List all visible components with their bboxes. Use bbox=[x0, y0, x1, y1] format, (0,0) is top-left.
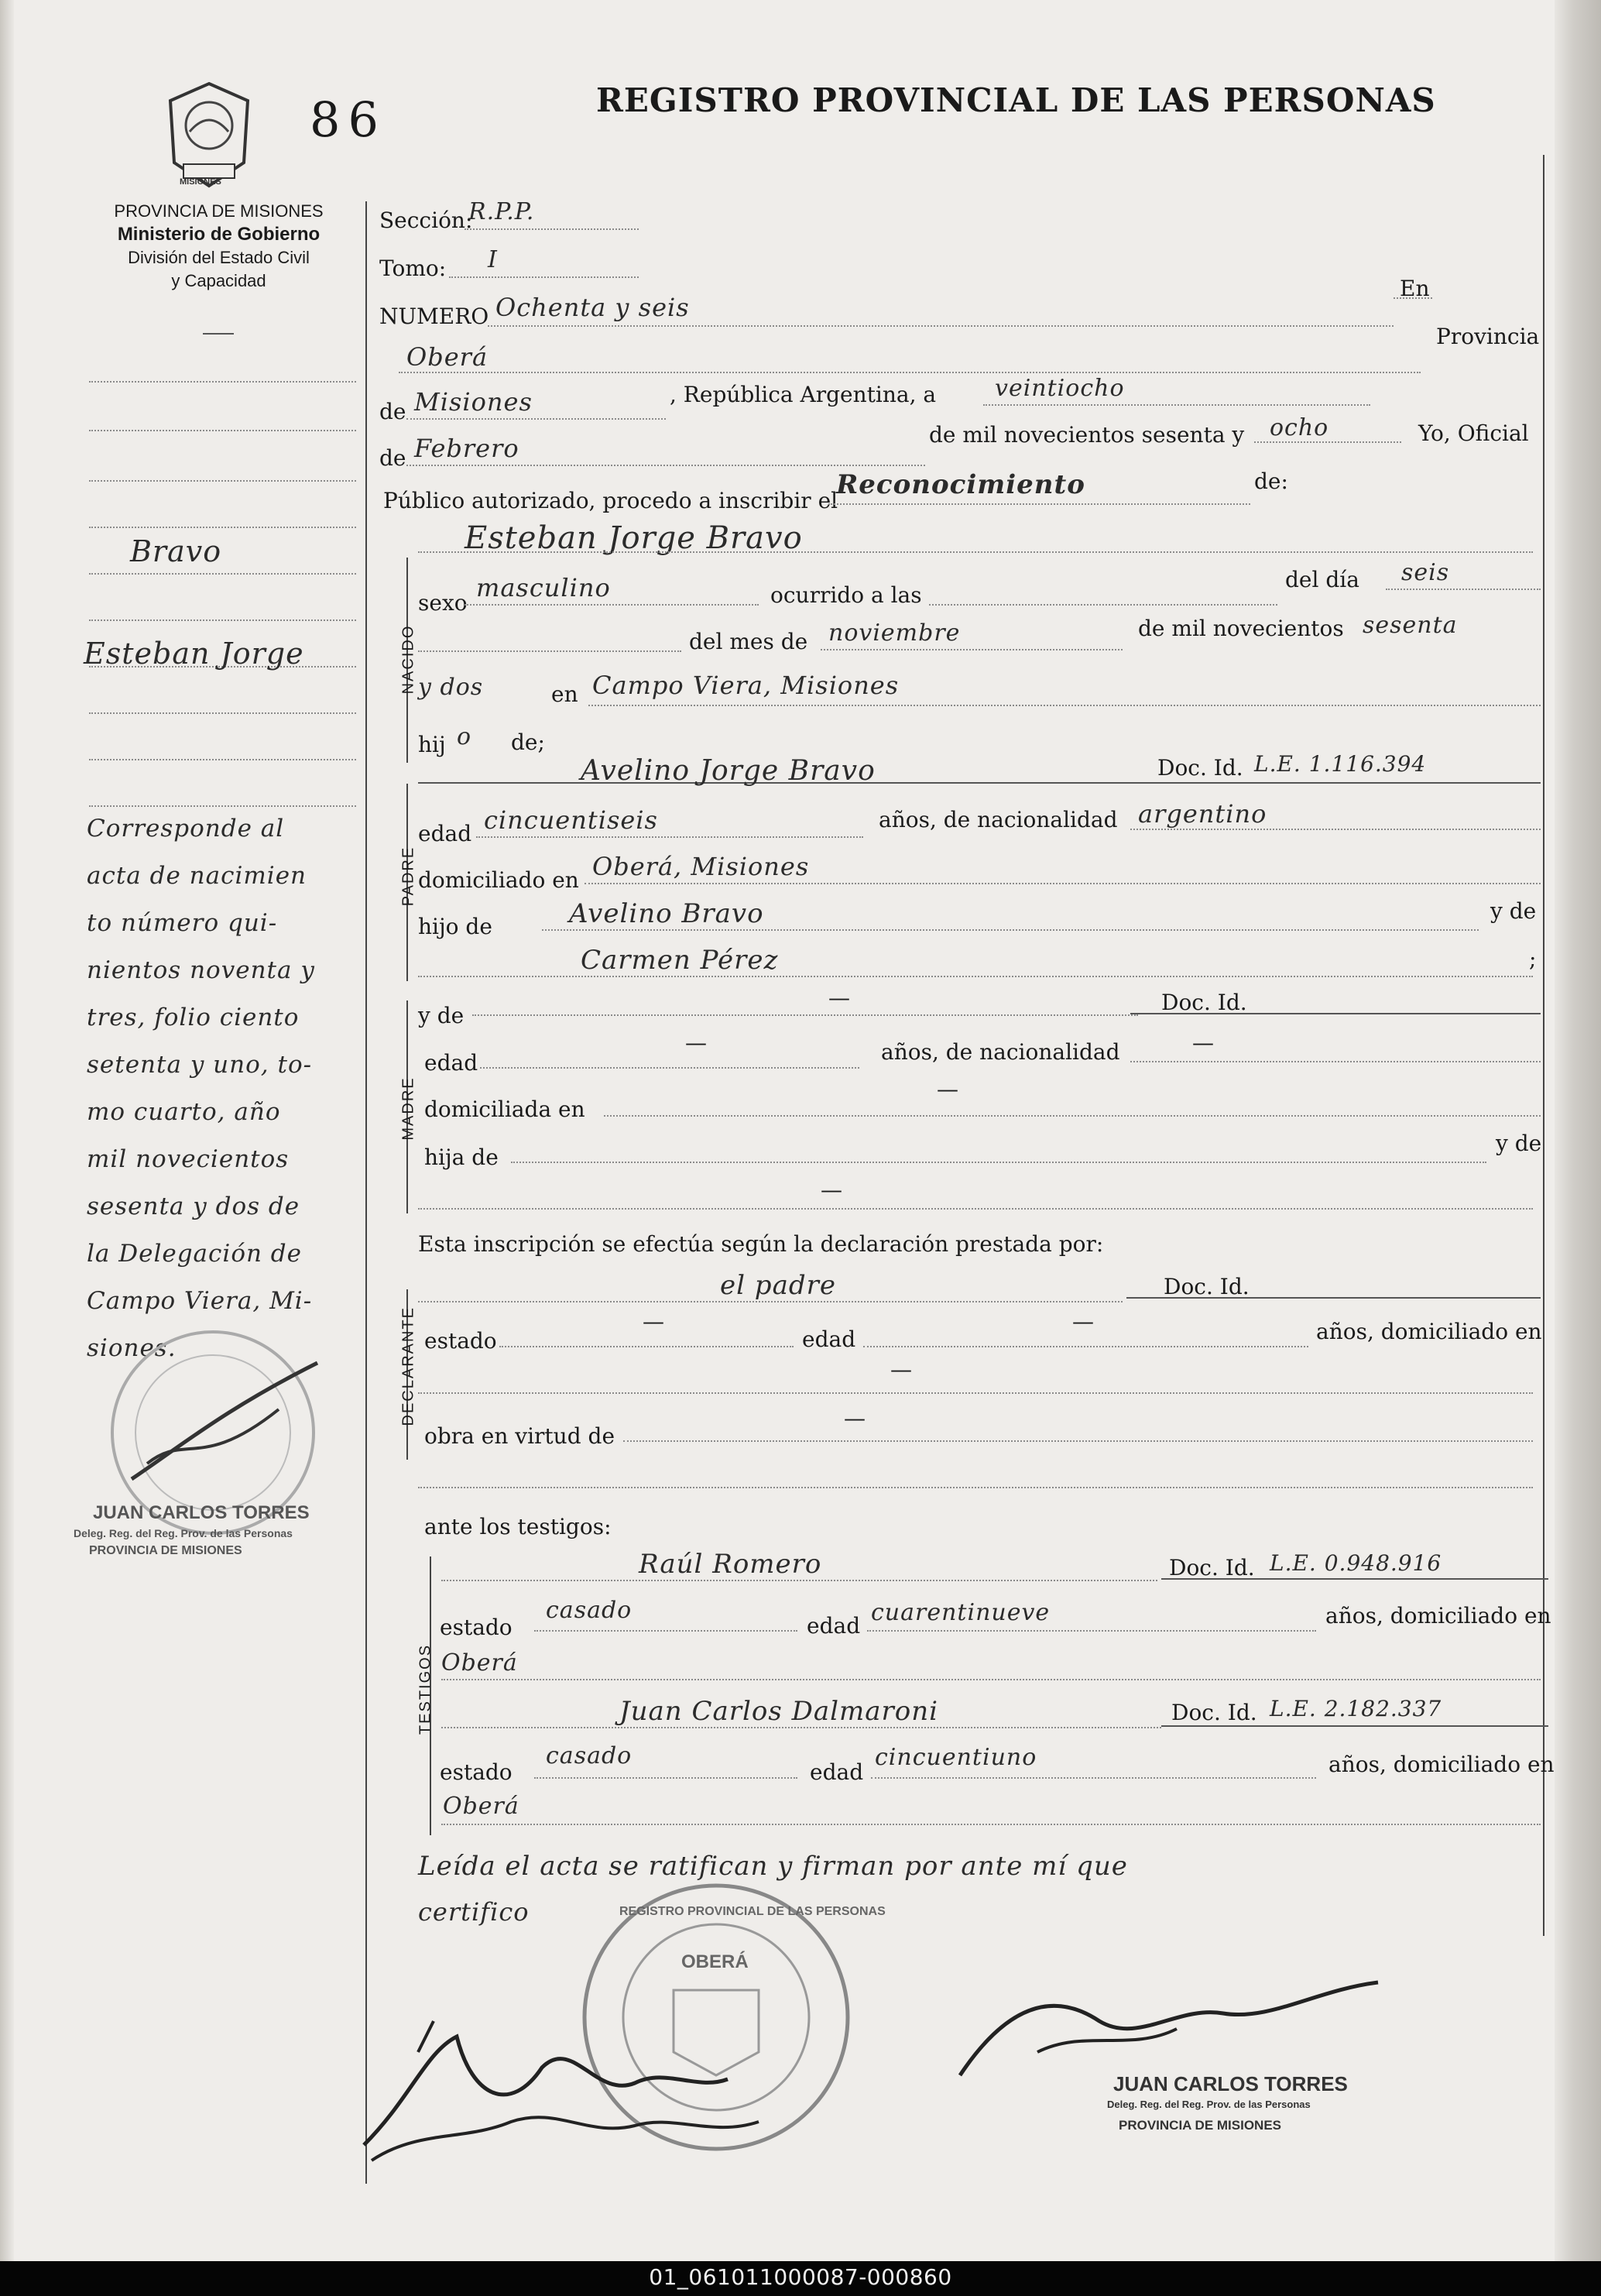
declaracion-label: Esta inscripción se efectúa según la declaración prestada por: bbox=[418, 1231, 1104, 1257]
padre-nacionalidad-label: años, de nacionalidad bbox=[879, 807, 1118, 832]
issuer-ministry: Ministerio de Gobierno bbox=[117, 224, 321, 245]
madre-edad-label: edad bbox=[424, 1050, 478, 1076]
margin-rule bbox=[89, 619, 356, 621]
field-rule bbox=[418, 1301, 1123, 1302]
field-rule bbox=[534, 1630, 797, 1632]
margin-stamp-name: JUAN CARLOS TORRES bbox=[93, 1502, 310, 1523]
declarante-edad-label: edad bbox=[802, 1326, 856, 1352]
republica-label: , República Argentina, a bbox=[670, 382, 937, 407]
hijo-de-label: de; bbox=[511, 729, 545, 755]
annotation-line: to número qui- bbox=[87, 909, 278, 937]
place-value: Oberá bbox=[406, 342, 489, 372]
annotation-line: mo cuarto, año bbox=[87, 1098, 281, 1126]
testigo2-estado-value: casado bbox=[546, 1742, 633, 1769]
madre-y-de-label: y de bbox=[418, 1003, 465, 1028]
field-rule bbox=[418, 551, 1533, 553]
hijo-label: hij bbox=[418, 732, 446, 757]
madre-nombre-dash: — bbox=[828, 985, 850, 1011]
de-label: de bbox=[379, 399, 406, 424]
year-value: ocho bbox=[1270, 414, 1329, 441]
testigo2-edad-label: edad bbox=[810, 1759, 864, 1785]
padre-padre-value: Avelino Bravo bbox=[569, 898, 764, 929]
section-divider bbox=[1161, 1578, 1548, 1580]
header-underline bbox=[203, 333, 234, 335]
hijo-suffix: o bbox=[457, 723, 472, 750]
field-rule bbox=[406, 418, 666, 420]
sexo-value: masculino bbox=[476, 573, 611, 602]
madre-domicilio-dash: — bbox=[937, 1076, 958, 1102]
field-rule bbox=[441, 1580, 1157, 1581]
testigo1-edad-label: edad bbox=[807, 1613, 861, 1639]
obra-label: obra en virtud de bbox=[424, 1423, 615, 1449]
seccion-label: Sección: bbox=[379, 208, 473, 233]
madre-domicilio-label: domiciliada en bbox=[424, 1097, 585, 1122]
annotation-line: sesenta y dos de bbox=[87, 1193, 300, 1220]
field-rule bbox=[465, 604, 759, 606]
field-rule bbox=[472, 1014, 1138, 1016]
madre-hija-de-label: hija de bbox=[424, 1145, 499, 1170]
margin-round-stamp bbox=[85, 1316, 348, 1611]
testigo1-nombre: Raúl Romero bbox=[639, 1549, 822, 1580]
field-rule bbox=[399, 372, 1421, 373]
margin-rule bbox=[89, 527, 356, 528]
lugar-value: Campo Viera, Misiones bbox=[592, 671, 900, 700]
margin-rule bbox=[89, 759, 356, 760]
testigo2-nombre: Juan Carlos Dalmaroni bbox=[619, 1696, 939, 1727]
field-rule bbox=[604, 1115, 1541, 1117]
padre-nombre: Avelino Jorge Bravo bbox=[581, 755, 876, 787]
declarante-value: el padre bbox=[720, 1270, 836, 1301]
madre-edad-dash: — bbox=[685, 1030, 707, 1055]
field-rule bbox=[585, 883, 1541, 884]
field-rule bbox=[511, 1162, 1486, 1163]
testigos-side-label: TESTIGOS bbox=[417, 1643, 434, 1735]
annotation-line: nientos noventa y bbox=[87, 956, 315, 984]
testigo2-anios-label: años, domiciliado en bbox=[1328, 1752, 1555, 1777]
field-rule bbox=[863, 1346, 1308, 1347]
field-rule bbox=[623, 1440, 1533, 1442]
de-colon-label: de: bbox=[1254, 468, 1288, 494]
margin-rule bbox=[89, 712, 356, 714]
yo-oficial-label: Yo, Oficial bbox=[1418, 420, 1529, 446]
madre-nacionalidad-dash: — bbox=[1192, 1030, 1214, 1055]
round-stamp-center-text: OBERÁ bbox=[681, 1951, 749, 1972]
mil-novecientos-label: de mil novecientos bbox=[1138, 616, 1344, 641]
field-rule bbox=[828, 503, 1250, 505]
annotation-line: siones. bbox=[87, 1334, 177, 1362]
margin-surname: Bravo bbox=[130, 534, 222, 568]
nacido-side-label: NACIDO bbox=[399, 624, 417, 695]
numero-value: Ochenta y seis bbox=[495, 293, 690, 322]
padre-edad-value: cincuentiseis bbox=[484, 805, 658, 835]
annotation-line: mil novecientos bbox=[87, 1145, 290, 1173]
mil-label: de mil novecientos sesenta y bbox=[929, 422, 1245, 448]
padre-nacionalidad-value: argentino bbox=[1138, 799, 1267, 829]
field-rule bbox=[449, 276, 639, 278]
padre-side-label: PADRE bbox=[399, 846, 417, 907]
officer-stamp-sub1: Deleg. Reg. del Reg. Prov. de las Personas bbox=[1107, 2099, 1311, 2110]
binding-edge bbox=[0, 0, 14, 2261]
month-value: Febrero bbox=[414, 434, 519, 463]
madre-side-label: MADRE bbox=[399, 1076, 417, 1141]
field-rule bbox=[534, 1777, 797, 1779]
padre-hijo-de-label: hijo de bbox=[418, 914, 492, 939]
field-rule bbox=[871, 1777, 1316, 1779]
madre-abuela-dash: — bbox=[821, 1177, 842, 1203]
de-month-label: de bbox=[379, 445, 406, 471]
section-divider bbox=[1161, 1725, 1548, 1727]
annotation-line: tres, folio ciento bbox=[87, 1004, 300, 1031]
seccion-value: R.P.P. bbox=[468, 198, 535, 225]
issuer-capacity: y Capacidad bbox=[171, 271, 266, 290]
publico-label: Público autorizado, procedo a inscribir el bbox=[383, 488, 838, 513]
tomo-value: I bbox=[488, 246, 498, 273]
field-rule bbox=[465, 228, 639, 230]
del-dia-label: del día bbox=[1285, 567, 1359, 592]
madre-y-de2-label: y de bbox=[1496, 1131, 1542, 1156]
en-lugar-label: en bbox=[551, 681, 578, 707]
field-rule bbox=[499, 1346, 794, 1347]
round-stamp-top-text: REGISTRO PROVINCIAL DE LAS PERSONAS bbox=[619, 1905, 886, 1918]
mes-value: noviembre bbox=[828, 619, 961, 647]
field-rule bbox=[418, 1392, 1533, 1394]
madre-doc-label: Doc. Id. bbox=[1161, 990, 1247, 1015]
annotation-line: la Delegación de bbox=[87, 1240, 302, 1268]
declarante-estado-label: estado bbox=[424, 1328, 497, 1354]
field-rule bbox=[867, 1630, 1316, 1632]
obra-dash: — bbox=[844, 1405, 866, 1431]
issuer-division: División del Estado Civil bbox=[128, 248, 310, 267]
field-rule bbox=[821, 649, 1123, 650]
field-rule bbox=[418, 1487, 1533, 1488]
annotation-line: Campo Viera, Mi- bbox=[87, 1287, 313, 1315]
section-divider bbox=[1126, 1297, 1541, 1299]
declarante-doc-label: Doc. Id. bbox=[1164, 1274, 1250, 1299]
margin-annotation bbox=[87, 815, 373, 1381]
tomo-label: Tomo: bbox=[379, 256, 447, 281]
testigo2-doc-value: L.E. 2.182.337 bbox=[1270, 1696, 1442, 1721]
margin-rule bbox=[89, 381, 356, 383]
padre-doc-label: Doc. Id. bbox=[1157, 755, 1243, 781]
officer-stamp-name: JUAN CARLOS TORRES bbox=[1113, 2072, 1348, 2095]
field-rule bbox=[1394, 297, 1432, 299]
annotation-line: setenta y uno, to- bbox=[87, 1051, 313, 1079]
testigo2-doc-label: Doc. Id. bbox=[1171, 1700, 1257, 1725]
document-id: 01_061011000087-000860 bbox=[649, 2264, 952, 2290]
declarante-domicilio-dash: — bbox=[890, 1357, 912, 1382]
testigos-label: ante los testigos: bbox=[424, 1514, 612, 1539]
dia-value: seis bbox=[1401, 559, 1450, 586]
field-rule bbox=[418, 650, 681, 652]
field-rule bbox=[418, 976, 1533, 977]
officer-stamp-sub2: PROVINCIA DE MISIONES bbox=[1119, 2118, 1282, 2133]
right-border bbox=[1543, 155, 1544, 1936]
testigo1-anios-label: años, domiciliado en bbox=[1325, 1603, 1551, 1628]
testigo1-doc-label: Doc. Id. bbox=[1169, 1555, 1255, 1580]
mes-label: del mes de bbox=[689, 629, 808, 654]
en-label: En bbox=[1400, 276, 1430, 301]
anio-value-cont: y dos bbox=[418, 674, 484, 701]
field-rule bbox=[441, 1824, 1541, 1825]
margin-rule bbox=[89, 430, 356, 431]
field-rule bbox=[406, 465, 925, 466]
margin-stamp-sub2: PROVINCIA DE MISIONES bbox=[89, 1544, 242, 1557]
testigo1-doc-value: L.E. 0.948.916 bbox=[1270, 1550, 1442, 1576]
folio-number: 86 bbox=[310, 91, 386, 148]
day-value: veintiocho bbox=[995, 375, 1125, 402]
acto-value: Reconocimiento bbox=[836, 469, 1085, 500]
margin-stamp-sub1: Deleg. Reg. del Reg. Prov. de las Personas bbox=[74, 1527, 293, 1539]
registered-person: Esteban Jorge Bravo bbox=[465, 520, 803, 556]
testigo1-estado-value: casado bbox=[546, 1597, 633, 1624]
annotation-line: Corresponde al bbox=[87, 815, 285, 843]
padre-semicolon: ; bbox=[1529, 946, 1537, 972]
numero-label: NUMERO bbox=[379, 304, 489, 329]
section-divider bbox=[1130, 1013, 1541, 1014]
seal-label: MISIONES bbox=[180, 177, 221, 187]
field-rule bbox=[542, 929, 1479, 931]
sexo-label: sexo bbox=[418, 590, 468, 616]
testigo2-domicilio: Oberá bbox=[443, 1793, 519, 1820]
issuer-block bbox=[81, 200, 356, 293]
padre-edad-label: edad bbox=[418, 821, 472, 846]
field-rule bbox=[418, 1208, 1533, 1210]
page-stack-edge bbox=[1555, 0, 1601, 2261]
field-rule bbox=[441, 1727, 1161, 1728]
testigo1-estado-label: estado bbox=[440, 1615, 513, 1640]
ocurrido-label: ocurrido a las bbox=[770, 582, 922, 608]
annotation-line: acta de nacimien bbox=[87, 862, 307, 890]
margin-rule bbox=[89, 573, 356, 575]
margin-rule bbox=[89, 805, 356, 807]
field-rule bbox=[441, 1679, 1541, 1680]
padre-y-de-label: y de bbox=[1490, 898, 1537, 924]
testigo1-domicilio: Oberá bbox=[441, 1649, 518, 1677]
declarante-side-label: DECLARANTE bbox=[399, 1306, 417, 1426]
page-title: REGISTRO PROVINCIAL DE LAS PERSONAS bbox=[596, 81, 1436, 119]
padre-domicilio-label: domiciliado en bbox=[418, 867, 579, 893]
field-rule bbox=[1130, 1061, 1541, 1062]
field-rule bbox=[929, 604, 1277, 606]
closing-line-2: certifico bbox=[418, 1897, 530, 1927]
field-rule bbox=[1386, 589, 1541, 590]
testigo1-edad-value: cuarentinueve bbox=[871, 1599, 1051, 1626]
declarante-anios-label: años, domiciliado en bbox=[1316, 1319, 1542, 1344]
declarante-edad-dash: — bbox=[1072, 1309, 1094, 1334]
padre-doc-value: L.E. 1.116.394 bbox=[1254, 751, 1427, 777]
witness-signatures bbox=[341, 2006, 867, 2168]
provincia-label: Provincia bbox=[1436, 324, 1540, 349]
field-rule bbox=[488, 325, 1394, 327]
field-rule bbox=[1254, 441, 1401, 443]
coat-of-arms-seal bbox=[159, 77, 259, 194]
declarante-estado-dash: — bbox=[643, 1309, 664, 1334]
testigo2-estado-label: estado bbox=[440, 1759, 513, 1785]
padre-madre-value: Carmen Pérez bbox=[581, 945, 779, 976]
field-rule bbox=[476, 836, 863, 838]
anio-value: sesenta bbox=[1363, 612, 1458, 639]
madre-nacionalidad-label: años, de nacionalidad bbox=[881, 1039, 1120, 1065]
margin-rule bbox=[89, 480, 356, 482]
field-rule bbox=[983, 404, 1370, 406]
testigo2-edad-value: cincuentiuno bbox=[875, 1744, 1037, 1771]
province-value: Misiones bbox=[414, 387, 533, 417]
issuer-province: PROVINCIA DE MISIONES bbox=[114, 201, 324, 221]
margin-given-names: Esteban Jorge bbox=[84, 637, 304, 671]
closing-line-1: Leída el acta se ratifican y firman por ante mí que bbox=[418, 1851, 1128, 1882]
padre-domicilio-value: Oberá, Misiones bbox=[592, 852, 810, 881]
field-rule bbox=[1130, 829, 1541, 830]
field-rule bbox=[480, 1067, 859, 1069]
field-rule bbox=[588, 705, 1541, 706]
